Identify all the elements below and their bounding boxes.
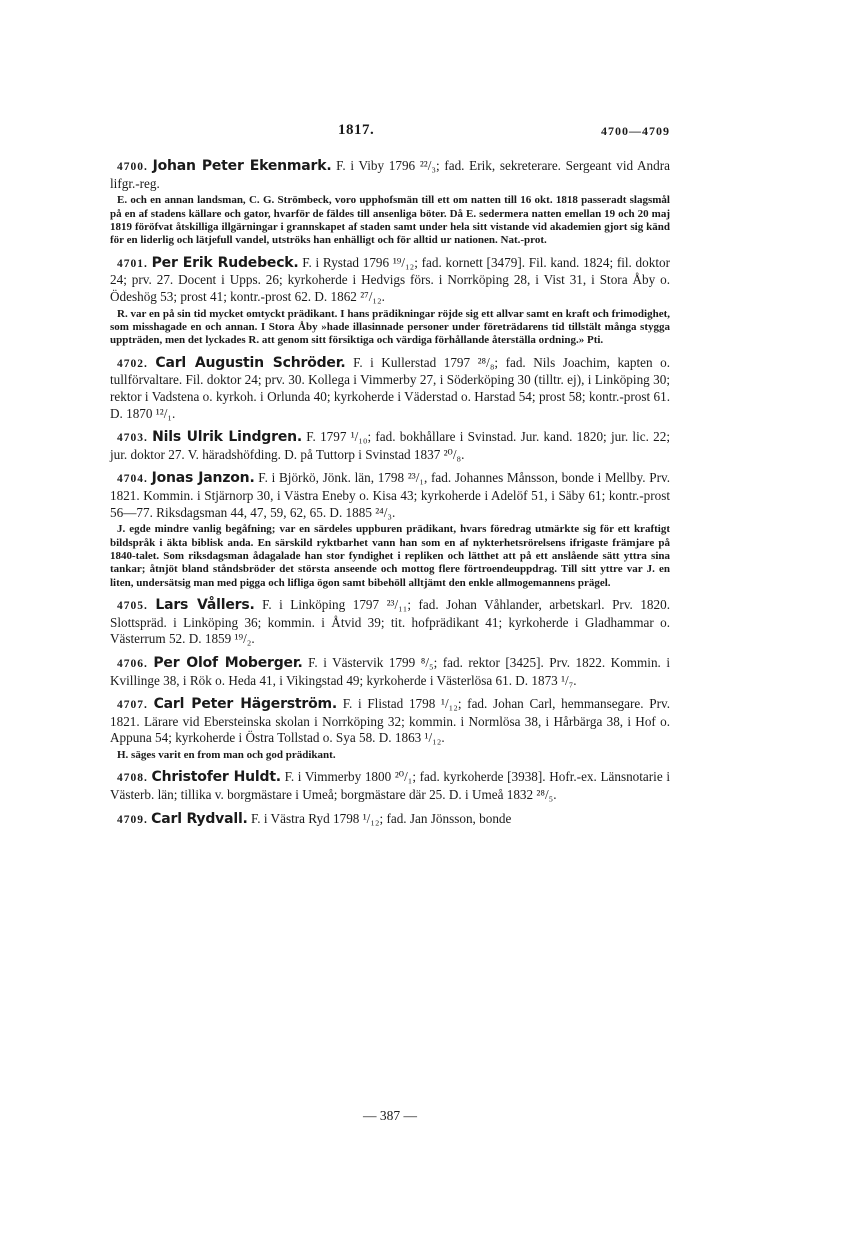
entry-biography: F. i Flistad 1798 ¹/₁₂; fad. Johan Carl, hemmansegare. Prv. 1821. Lärare vid Ebersteinska skolan i Norrköping 32; kommin. i Normlösa 38, i Hårbärga 38, i Hof o. Appuna 54; kyrkoherde i Östra Tollstad o. Sya 58. D. 1863 ¹/₁₂. <box>110 696 670 746</box>
entry-name: Nils Ulrik Lindgren. <box>152 429 303 446</box>
entry-biography: F. i Västra Ryd 1798 ¹/₁₂; fad. Jan Jönsson, bonde <box>247 810 512 826</box>
entry-note: J. egde mindre vanlig begåfning; var en särdeles uppburen prädikant, hvars föredrag utmärkte sig för ett kraftigt bildspråk i äkta biblisk anda. En särskild ryktbarhet vann han som en af nykterhetsrörelsens ifrigaste främjare på 1840-talet. Som riksdagsman ådagalade han stor fyndighet i repliken och lätthet att på ett anslående sätt yttra sina tankar; åtnjöt bland ståndsbröder det största anseende och mottog flere förtroendeuppdrag. Till sitt yttre var J. en liten, undersätsig man med pigga och lifliga ögon samt bibehöll alltjämt den enkle allmogemannens prägel. <box>110 523 670 589</box>
entry-4700 <box>110 158 670 248</box>
entry-main-text <box>110 255 670 306</box>
entry-biography: F. i Vimmerby 1800 ²⁰/₁; fad. kyrkoherde [3938]. Hofr.-ex. Länsnotarie i Västerb. län; tillika v. borgmästare i Umeå; borgmästare där 25. D. i Umeå 1832 ²⁸/₅. <box>110 769 670 802</box>
entry-name: Christofer Huldt. <box>151 769 281 786</box>
entry-name: Jonas Janzon. <box>151 470 255 487</box>
entry-name: Per Olof Moberger. <box>153 654 303 671</box>
entry-main-text <box>110 597 670 648</box>
entry-biography: F. i Linköping 1797 ²³/₁₁; fad. Johan Våhlander, arbetskarl. Prv. 1820. Slottspräd. i Linköping 36; kommin. i Åtvid 39; tit. hofprädikant 41; kyrkoherde i Gladhammar o. Västerrum 52. D. 1859 ¹⁹/₂. <box>110 597 671 647</box>
page-number: — 387 — <box>363 1108 417 1123</box>
entry-name: Carl Augustin Schröder. <box>155 354 346 371</box>
entry-main-text <box>110 655 670 689</box>
header-entry-range: 4700—4709 <box>601 124 670 138</box>
entry-number: 4705. <box>117 600 148 613</box>
page-header <box>110 122 670 142</box>
entries-list <box>110 158 670 835</box>
entry-biography: F. i Kullerstad 1797 ²⁸/₈; fad. Nils Joachim, kapten o. tullförvaltare. Fil. doktor 24; prv. 30. Kollega i Vimmerby 27, i Söderköping 30 (tilltr. ej), i Linköping 30; rektor i Vadstena o. kyrkoh. i Orlunda 40; kyrkoherde i Väderstad o. Harstad 54; prost 58; kontr.-prost 61. D. 1870 ¹²/₁. <box>110 354 670 421</box>
entry-biography: F. i Viby 1796 ²²/₃; fad. Erik, sekreterare. Sergeant vid Andra lifgr.-reg. <box>110 158 670 191</box>
entry-main-text <box>110 470 670 521</box>
entry-number: 4709. <box>117 813 148 826</box>
entry-4709 <box>110 811 670 829</box>
entry-note: H. säges varit en from man och god prädikant. <box>117 748 336 761</box>
entry-main-text <box>110 429 670 463</box>
entry-name: Lars Vållers. <box>155 597 255 614</box>
entry-name: Carl Rydvall. <box>151 810 248 827</box>
entry-main-text <box>110 355 670 422</box>
entry-note: R. var en på sin tid mycket omtyckt prädikant. I hans prädikningar röjde sig ett allvar samt en kraft och frimodighet, som misshagade en och annan. I Stora Åby »hade illasinnade personer under företrädarens tid tillstält många stygga uppträden, men det lyckades R. att genom sitt försiktiga och värdiga förhållande återställa ordning.» Pti. <box>110 307 670 347</box>
entry-biography: F. i Rystad 1796 ¹⁹/₁₂; fad. kornett [3479]. Fil. kand. 1824; fil. doktor 24; prv. 27. Docent i Upps. 26; kyrkoherde i Hedvigs förs. i Norrköping 28, i Vist 31, i Stora Åby o. Ödeshög 53; prost 41; kontr.-prost 62. D. 1862 ²⁷/₁₂. <box>110 254 670 304</box>
entry-number: 4704. <box>117 473 148 486</box>
entry-main-text <box>110 769 670 803</box>
entry-number: 4701. <box>117 257 148 270</box>
entry-4701 <box>110 255 670 348</box>
entry-name: Carl Peter Hägerström. <box>153 696 338 713</box>
entry-name: Per Erik Rudebeck. <box>151 254 299 271</box>
entry-name: Johan Peter Ekenmark. <box>152 158 332 174</box>
entry-4703 <box>110 429 670 463</box>
entry-4707 <box>110 696 670 762</box>
entry-main-text <box>110 811 670 829</box>
entry-main-text <box>110 158 670 192</box>
entry-note: E. och en annan landsman, C. G. Strömbeck, voro upphofsmän till ett om natten till 16 okt. 1818 passeradt slagsmål på en af stadens källare och gator, hvarför de fäldes till ansenliga böter. Då E. sedermera natten emellan 19 och 20 maj 1819 föröfvat åtskilliga illgärningar i grannskapet af staden samt under hela sitt vistande vid akademien gjort sig känd för en liderlig och lätjefull vandel, utströks han enhälligt och för alltid ur nationen. Nat.-prot. <box>110 194 670 247</box>
entry-main-text <box>110 696 670 747</box>
entry-number: 4708. <box>117 772 148 785</box>
entry-number: 4702. <box>117 357 148 370</box>
entry-4705 <box>110 597 670 648</box>
header-year: 1817. <box>338 122 375 138</box>
entry-4706 <box>110 655 670 689</box>
entry-number: 4706. <box>117 657 148 670</box>
entry-biography: F. i Björkö, Jönk. län, 1798 ²³/₁, fad. Johannes Månsson, bonde i Mellby. Prv. 1821. Kommin. i Stjärnorp 30, i Västra Eneby o. Kisa 43; kyrkoherde i Adelöf 51, i Säby 61; kontr.-prost 56—77. Riksdagsman 44, 47, 59, 62, 65. D. 1885 ²⁴/₃. <box>110 470 671 520</box>
entry-4708 <box>110 769 670 803</box>
entry-4704 <box>110 470 670 590</box>
entry-number: 4700. <box>117 161 148 173</box>
entry-biography: F. 1797 ¹/₁₀; fad. bokhållare i Svinstad. Jur. kand. 1820; jur. lic. 22; jur. doktor 27. V. häradshöfding. D. på Tuttorp i Svinstad 1837 ²⁰/₈. <box>110 429 670 462</box>
entry-biography: F. i Västervik 1799 ⁸/₅; fad. rektor [3425]. Prv. 1822. Kommin. i Kvillinge 38, i Rök o. Heda 41, i Vikingstad 49; kyrkoherde i Västerlösa 61. D. 1873 ¹/₇. <box>110 654 670 688</box>
entry-number: 4707. <box>117 699 148 712</box>
entry-number: 4703. <box>117 432 148 445</box>
entry-4702 <box>110 355 670 422</box>
